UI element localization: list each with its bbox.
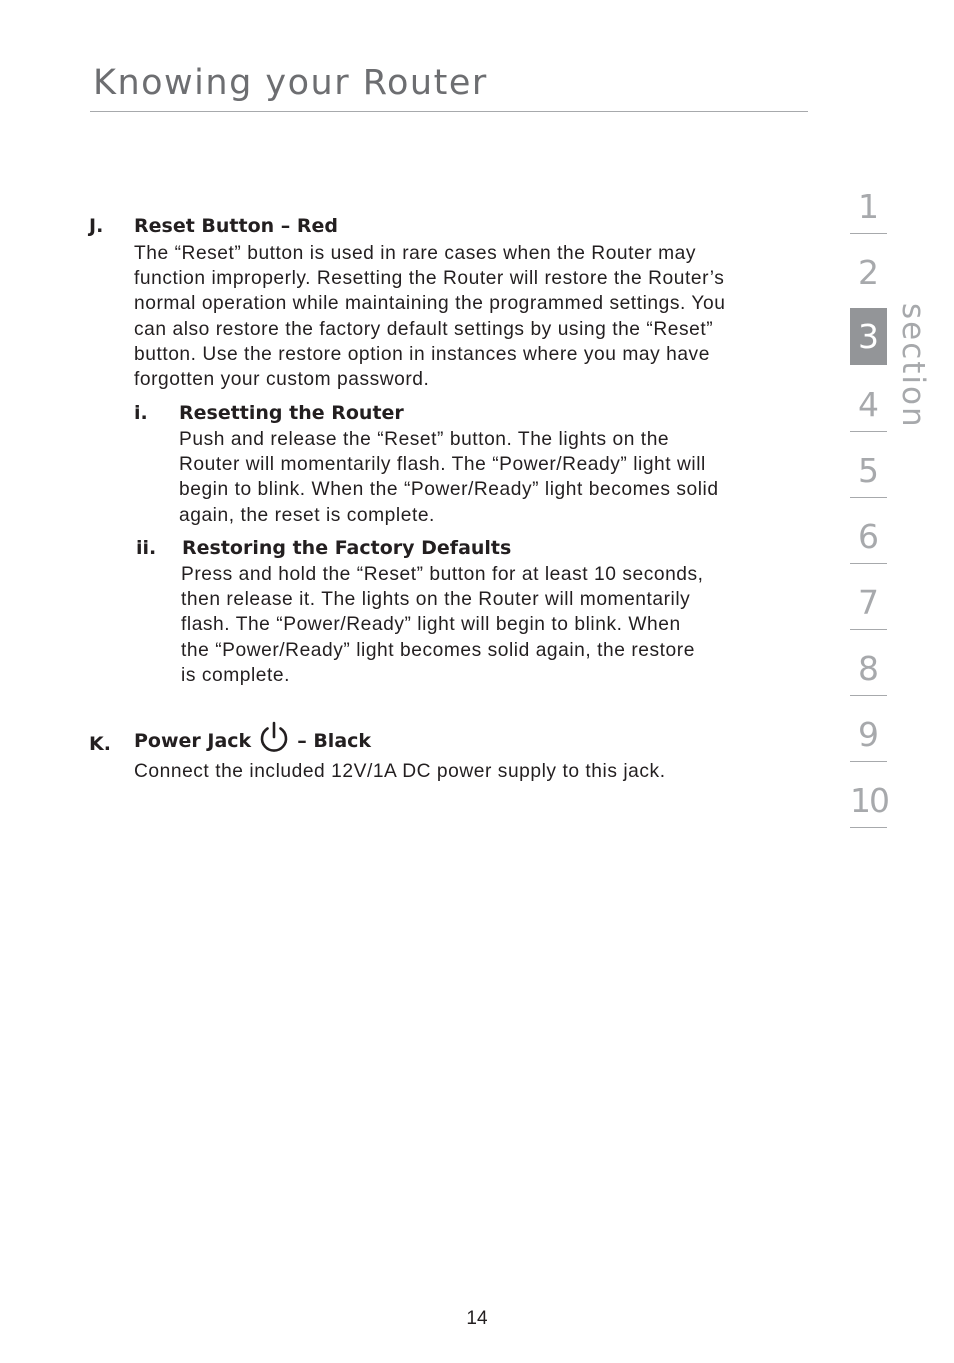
- item-j-body: [134, 241, 725, 392]
- item-j-line: can also restore the factory default settings by using the “Reset”: [134, 318, 714, 340]
- sub-ii-line: Press and hold the “Reset” button for at least 10 seconds,: [181, 564, 704, 585]
- sub-i-line: begin to blink. When the “Power/Ready” light becomes solid: [179, 479, 719, 501]
- page-title: Knowing your Router: [93, 63, 488, 103]
- section-nav-divider: [850, 431, 887, 432]
- sub-ii-heading: Restoring the Factory Defaults: [182, 537, 512, 559]
- section-nav-item-9[interactable]: 9: [858, 715, 879, 754]
- sub-i-line: Router will momentarily flash. The “Power/Ready” light will: [179, 454, 706, 476]
- item-k-heading-suffix: – Black: [297, 730, 372, 752]
- sub-ii-body: [181, 562, 704, 688]
- sub-ii-label: ii.: [136, 537, 157, 559]
- item-j-line: forgotten your custom password.: [134, 369, 430, 391]
- item-k-body: [134, 759, 666, 784]
- title-divider: [90, 111, 808, 112]
- sub-i-line: again, the reset is complete.: [179, 504, 435, 526]
- item-k-heading: [134, 718, 371, 752]
- section-nav-item-1[interactable]: 1: [858, 187, 879, 226]
- section-nav-item-7[interactable]: 7: [858, 583, 879, 622]
- power-icon: [257, 720, 291, 754]
- sub-ii-line: flash. The “Power/Ready” light will begin to blink. When: [181, 614, 681, 636]
- item-j-line: function improperly. Resetting the Router will restore the Router’s: [134, 268, 725, 290]
- section-nav-divider: [850, 563, 887, 564]
- section-nav-item-3[interactable]: 3: [850, 308, 887, 365]
- sub-i-label: i.: [134, 402, 148, 424]
- section-nav-divider: [850, 233, 887, 234]
- section-nav-item-4[interactable]: 4: [858, 385, 879, 424]
- section-nav-divider: [850, 497, 887, 498]
- sub-ii-line: the “Power/Ready” light becomes solid again, the restore: [181, 639, 695, 661]
- item-k-heading-prefix: Power Jack: [134, 730, 252, 752]
- section-nav-item-6[interactable]: 6: [858, 517, 879, 556]
- section-nav-divider: [850, 827, 887, 828]
- sub-i-heading: Resetting the Router: [179, 402, 404, 424]
- item-j-label: J.: [89, 215, 104, 237]
- section-nav-item-10[interactable]: 10: [850, 781, 888, 820]
- section-nav-item-5[interactable]: 5: [858, 451, 879, 490]
- section-nav-item-8[interactable]: 8: [858, 649, 879, 688]
- item-k-line: Connect the included 12V/1A DC power supply to this jack.: [134, 761, 666, 782]
- sub-ii-line: is complete.: [181, 664, 290, 686]
- sub-ii-line: then release it. The lights on the Router will momentarily: [181, 589, 691, 611]
- item-j-line: button. Use the restore option in instances where you may have: [134, 343, 710, 365]
- item-j-line: The “Reset” button is used in rare cases when the Router may: [134, 243, 696, 264]
- item-j-heading: Reset Button – Red: [134, 215, 339, 237]
- sub-i-body: [179, 427, 719, 528]
- item-j-line: normal operation while maintaining the programmed settings. You: [134, 293, 726, 315]
- section-nav-item-2[interactable]: 2: [858, 253, 879, 292]
- section-nav-divider: [850, 695, 887, 696]
- item-k-label: K.: [89, 733, 111, 755]
- page-number: 14: [466, 1308, 488, 1329]
- sub-i-line: Push and release the “Reset” button. The lights on the: [179, 429, 670, 450]
- section-nav-divider: [850, 629, 887, 630]
- section-label: section: [895, 303, 931, 429]
- section-nav-divider: [850, 761, 887, 762]
